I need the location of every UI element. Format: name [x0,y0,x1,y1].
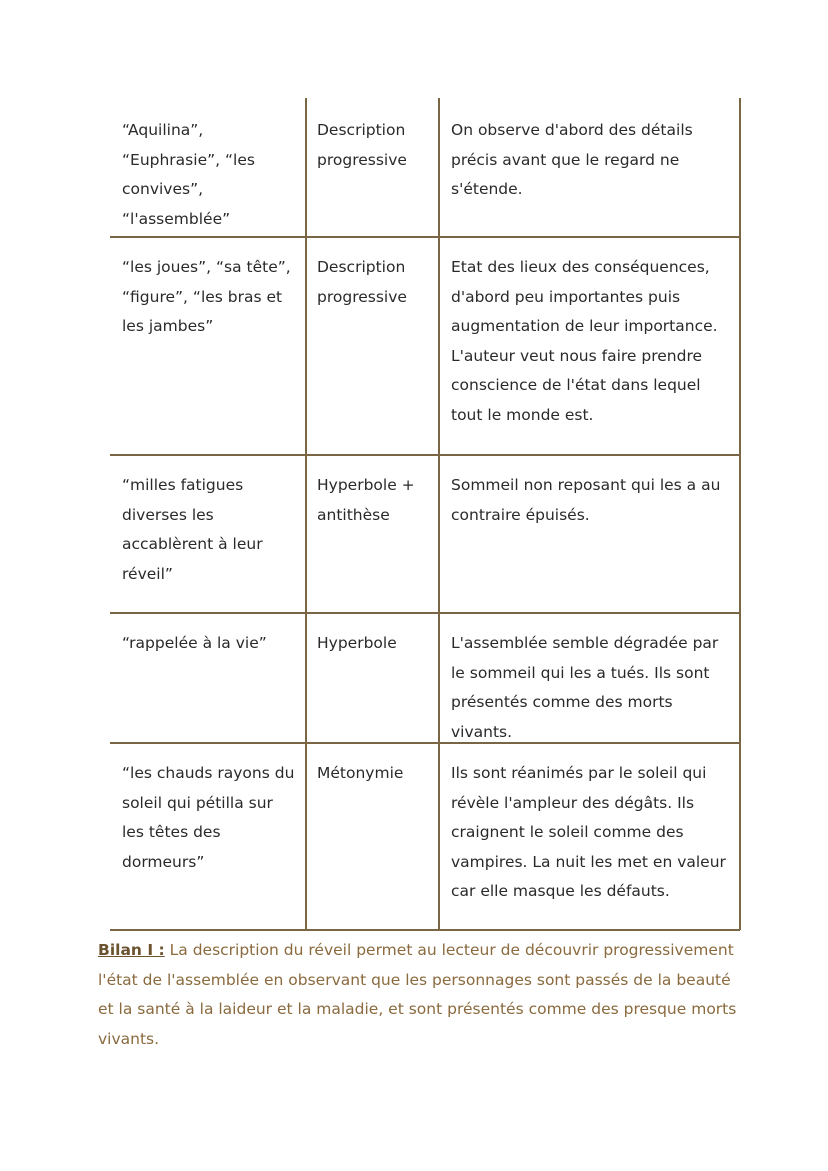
row-divider [110,236,740,238]
figure-cell: Description progressive [317,258,407,306]
quote-cell: “les joues”, “sa tête”, “figure”, “les bras et les jambes” [122,258,291,335]
figure-cell: Métonymie [317,764,404,782]
row-divider [110,454,740,456]
row-divider [110,612,740,614]
quote-cell: “rappelée à la vie” [122,634,267,652]
quote-cell: “Aquilina”, “Euphrasie”, “les convives”, “l'assemblée” [122,121,255,228]
column-divider [305,98,307,930]
bilan-label: Bilan I : [98,941,165,959]
figure-cell: Description progressive [317,121,407,169]
bilan-text: La description du réveil permet au lecteur de découvrir progressivement l'état de l'assemblée en observant que les personnages sont passés de la beauté et la santé à la laideur et la maladie, et sont présentés comme des presque morts vivants. [98,941,737,1048]
figure-cell: Hyperbole + antithèse [317,476,415,524]
quote-cell: “les chauds rayons du soleil qui pétilla sur les têtes des dormeurs” [122,764,295,871]
comment-cell: Etat des lieux des conséquences, d'abord peu importantes puis augmentation de leur importance. L'auteur veut nous faire prendre conscience de l'état dans lequel tout le monde est. [451,258,718,424]
comment-cell: Ils sont réanimés par le soleil qui révèle l'ampleur des dégâts. Ils craignent le soleil comme des vampires. La nuit les met en valeur car elle masque les défauts. [451,764,726,900]
figure-cell: Hyperbole [317,634,397,652]
table-bottom-border [110,929,740,931]
quote-cell: “milles fatigues diverses les accablèrent à leur réveil” [122,476,263,583]
comment-cell: L'assemblée semble dégradée par le sommeil qui les a tués. Ils sont présentés comme des morts vivants. [451,634,719,741]
bilan-paragraph [98,936,738,1054]
comment-cell: Sommeil non reposant qui les a au contraire épuisés. [451,476,721,524]
column-divider [438,98,440,930]
comment-cell: On observe d'abord des détails précis avant que le regard ne s'étende. [451,121,693,198]
table-right-border [739,98,741,930]
